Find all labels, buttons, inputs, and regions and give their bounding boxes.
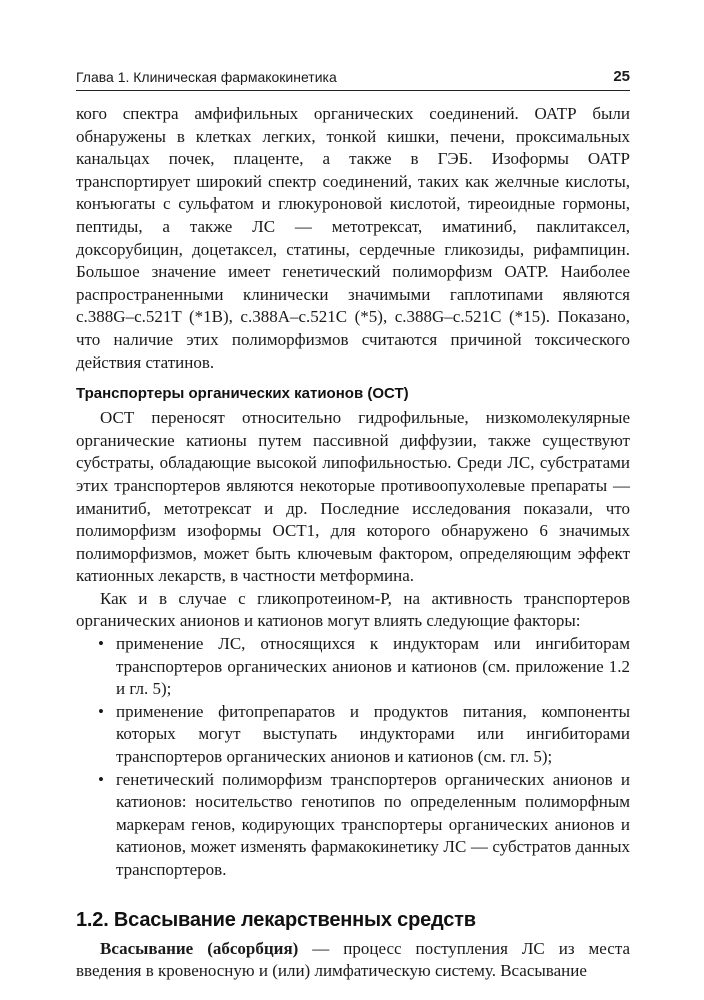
section-heading: 1.2. Всасывание лекарственных средств [76, 908, 476, 931]
paragraph-oct: ОСТ переносят относительно гидрофильные, низкомолекулярные органические катионы путем пассивной диффузии, также существуют субстраты, обладающие высокой липофильностью. Среди ЛС, субстратами этих транспортеров являются некоторые противоопухолевые препараты — иманитиб, метотрексат и др. Последние исследования показали, что полиморфизм изоформы ОСТ1, для которого обнаружено 6 значимых полиморфизмов, может быть ключевым фактором, определяющим эффект катионных лекарств, в частности метформина. [76, 408, 630, 586]
list-item-text: генетический полиморфизм транспортеров органических анионов и катионов: носительство генотипов по определенным полиморфным маркерам генов, кодирующих транспортеры органических анионов и катионов, может изменять фармакокинетику ЛС — субстратов данных транспортеров. [116, 769, 630, 879]
bullet-marker: • [98, 769, 104, 789]
bullet-marker: • [98, 701, 104, 721]
paragraph-absorption [76, 938, 630, 983]
bullet-marker: • [98, 634, 104, 654]
list-item-text: применение фитопрепаратов и продуктов питания, компоненты которых могут выступать индукторами или ингибиторами транспортеров органических анионов и катионов (см. гл. 5); [116, 701, 630, 767]
subheading-oct: Транспортеры органических катионов (ОСТ) [76, 385, 409, 403]
list-item [76, 701, 630, 769]
absorption-definition: — процесс поступления ЛС из места введения в кровеносную и (или) лимфатическую систему. Всасывание [76, 938, 630, 981]
chapter-title: Глава 1. Клиническая фармакокинетика [76, 69, 337, 85]
paragraph-oatp: кого спектра амфифильных органических соединений. ОАТР были обнаружены в клетках легких, тонкой кишки, печени, проксимальных канальцах почек, плаценте, а также в ГЭБ. Изоформы ОАТР транспортирует широкий спектр соединений, таких как желчные кислоты, конъюгаты с сульфатом и глюкуроновой кислотой, тиреоидные гормоны, пептиды, а также ЛС — метотрексат, иматиниб, паклитаксел, доксорубицин, доцетаксел, статины, сердечные гликозиды, рифампицин. Большое значение имеет генетический полиморфизм ОАТР. Наиболее распространенными клинически значимыми гаплотипами являются c.388G–c.521T (*1B), c.388A–c.521C (*5), c.388G–c.521C (*15). Показано, что наличие этих полиморфизмов считаются причиной токсического действия статинов. [76, 104, 630, 372]
page-body [76, 103, 630, 983]
page-number: 25 [613, 68, 630, 85]
list-item [76, 633, 630, 701]
header-divider [76, 90, 630, 91]
term-absorption: Всасывание (абсорбция) [100, 938, 299, 958]
list-item-text: применение ЛС, относящихся к индукторам или ингибиторам транспортеров органических анионов и катионов (см. приложение 1.2 и гл. 5); [116, 634, 630, 699]
factors-list [76, 633, 630, 882]
paragraph-factors: Как и в случае с гликопротеином-Р, на активность транспортеров органических анионов и катионов могут влиять следующие факторы: [76, 588, 630, 631]
list-item [76, 769, 630, 882]
